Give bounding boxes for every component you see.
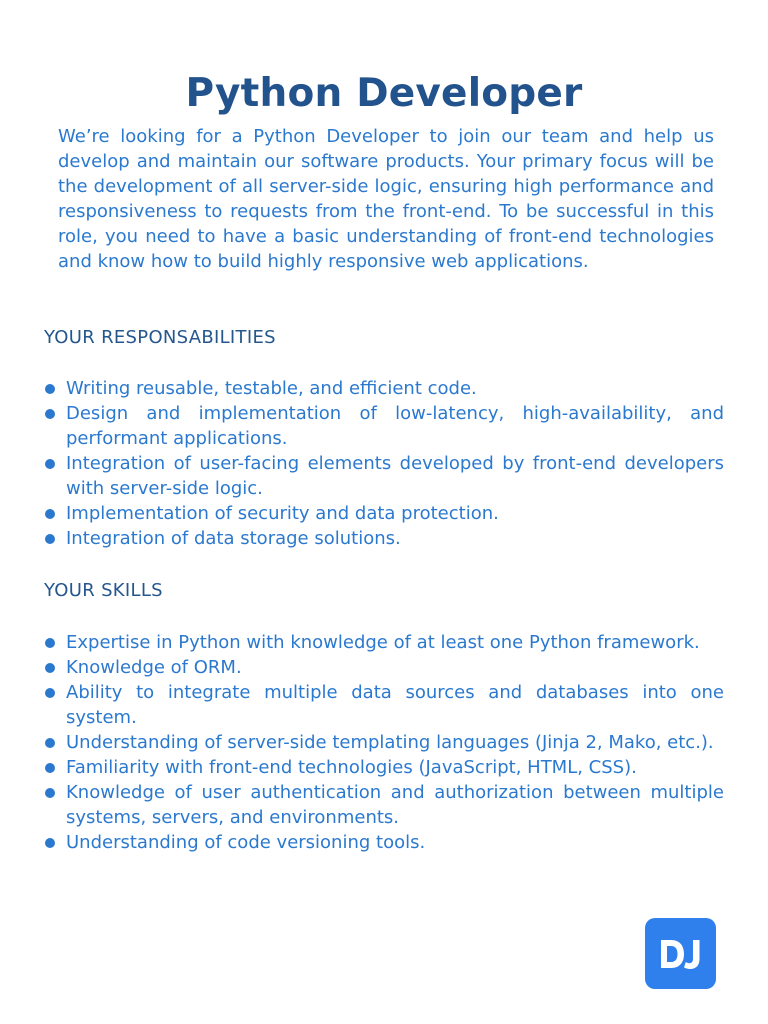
dj-logo-icon [645,918,716,989]
bullet-icon [45,409,55,419]
list-item-text: Familiarity with front-end technologies (JavaScript, HTML, CSS). [66,757,637,778]
list-item-text: Integration of data storage solutions. [66,528,401,549]
list-item [44,830,724,855]
bullet-icon [45,384,55,394]
bullet-icon [45,738,55,748]
list-item [44,376,724,401]
bullet-icon [45,763,55,773]
bullet-icon [45,663,55,673]
list-item-text: Knowledge of user authentication and authorization between multiple systems, servers, and environments. [66,782,724,828]
bullet-icon [45,509,55,519]
bullet-icon [45,638,55,648]
responsibilities-list [44,376,724,551]
list-item [44,730,724,755]
list-item [44,401,724,451]
bullet-icon [45,534,55,544]
responsibilities-heading: YOUR RESPONSABILITIES [44,327,276,348]
list-item [44,630,724,655]
list-item-text: Integration of user-facing elements developed by front-end developers with server-side logic. [66,453,724,499]
list-item [44,680,724,730]
list-item-text: Understanding of server-side templating languages (Jinja 2, Mako, etc.). [66,732,714,753]
skills-list [44,630,724,855]
list-item-text: Design and implementation of low-latency, high-availability, and performant applications. [66,403,724,449]
list-item [44,755,724,780]
list-item [44,451,724,501]
list-item [44,501,724,526]
list-item-text: Understanding of code versioning tools. [66,832,426,853]
list-item-text: Knowledge of ORM. [66,657,242,678]
bullet-icon [45,788,55,798]
list-item-text: Writing reusable, testable, and efficient code. [66,378,477,399]
list-item-text: Ability to integrate multiple data sources and databases into one system. [66,682,724,728]
page-title: Python Developer [185,71,583,117]
list-item-text: Expertise in Python with knowledge of at least one Python framework. [66,632,700,653]
list-item-text: Implementation of security and data protection. [66,503,499,524]
intro-paragraph: We’re looking for a Python Developer to join our team and help us develop and maintain our software products. Your primary focus will be the development of all server-side logic, ensuring high performance and responsiveness to requests from the front-end. To be successful in this role, you need to have a basic understanding of front-end technologies and know how to build highly responsive web applications. [58,126,714,272]
bullet-icon [45,688,55,698]
skills-heading: YOUR SKILLS [44,580,163,601]
bullet-icon [45,838,55,848]
list-item [44,780,724,830]
list-item [44,526,724,551]
list-item [44,655,724,680]
bullet-icon [45,459,55,469]
